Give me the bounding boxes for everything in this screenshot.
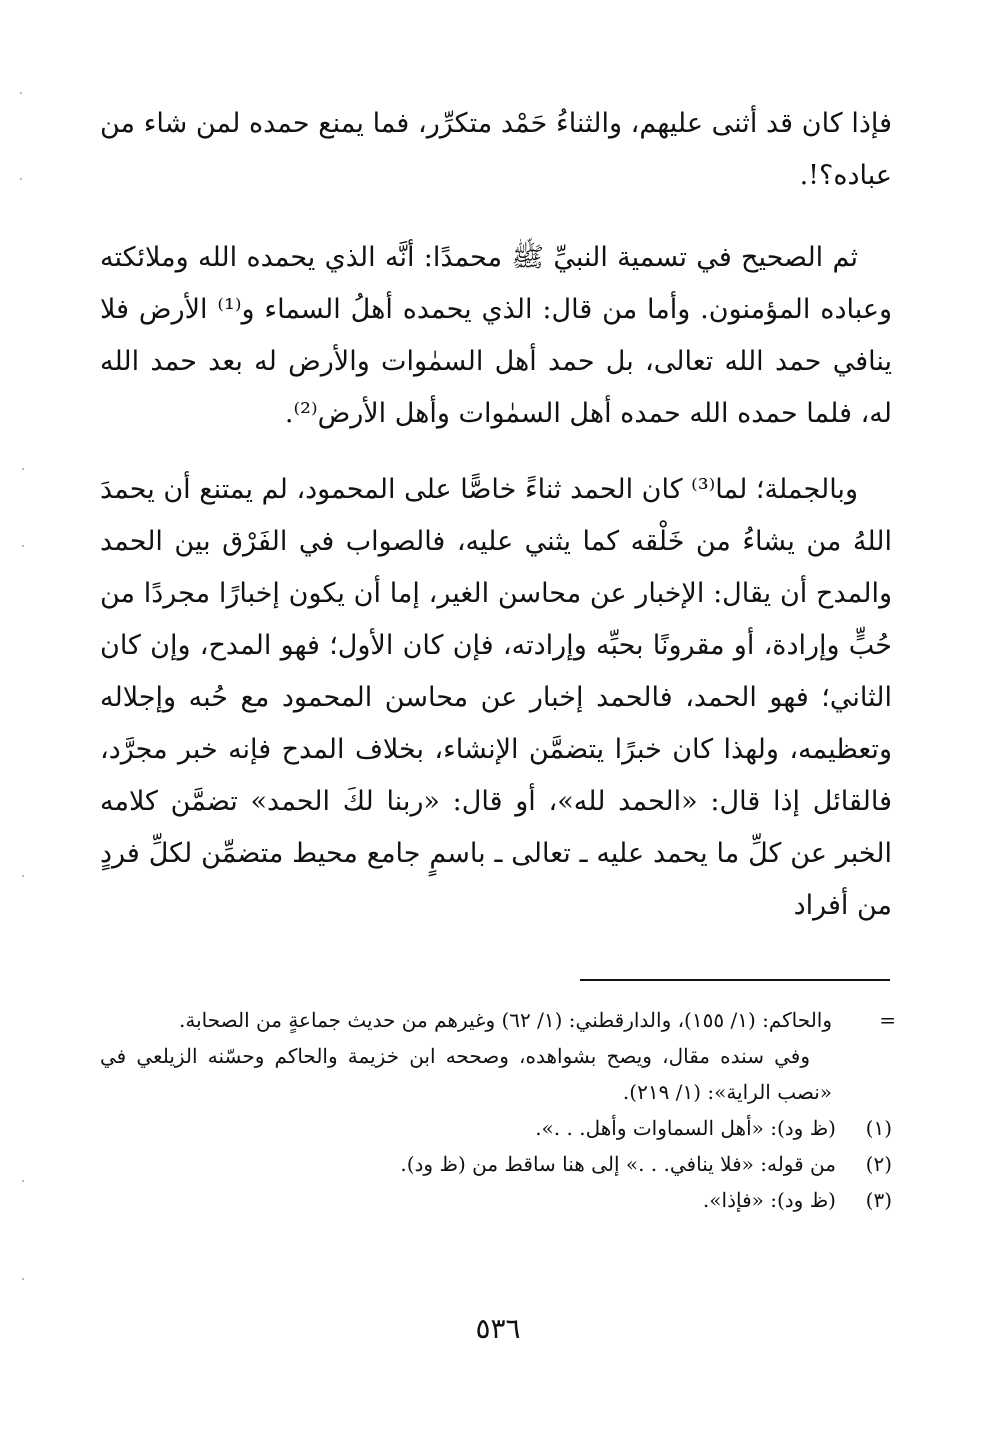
- footnote-continuation-text: والحاكم: (١/ ١٥٥)، والدارقطني: (١/ ٦٢) وغيرهم من حديث جماعةٍ من الصحابة.: [179, 1008, 832, 1032]
- scan-speck: [22, 468, 24, 470]
- scan-speck: [22, 875, 24, 877]
- footnote-item: [100, 1146, 892, 1182]
- continuation-marker: =: [879, 1008, 896, 1032]
- footnote-note-text: وفي سنده مقال، ويصح بشواهده، وصححه ابن خزيمة والحاكم وحسّنه الزيلعي في «نصب الراية»: (١/ ٢١٩).: [100, 1044, 832, 1104]
- footnote-separator: [580, 979, 890, 981]
- footnote-text: (ظ ود): «أهل السماوات وأهل. . .».: [535, 1116, 836, 1140]
- footnote-item: [100, 1182, 892, 1218]
- footnote-item: [100, 1110, 892, 1146]
- page-number: ٥٣٦: [475, 1312, 521, 1345]
- scan-speck: [22, 1278, 24, 1280]
- paragraph-3: وبالجملة؛ لما⁽³⁾ كان الحمد ثناءً خاصًّا على المحمود، لم يمتنع أن يحمدَ اللهُ من يشاءُ من خَلْقه كما يثني عليه، فالصواب في الفَرْق بين الحمد والمدح أن يقال: الإخبار عن محاسن الغير، إما أن يكون إخبارًا مجردًا من حُبٍّ وإرادة، أو مقرونًا بحبِّه وإرادته، فإن كان الأول؛ فهو المدح، وإن كان الثاني؛ فهو الحمد، فالحمد إخبار عن محاسن المحمود مع حُبه وإجلاله وتعظيمه، ولهذا كان خبرًا يتضمَّن الإنشاء، بخلاف المدح فإنه خبر مجرَّد، فالقائل إذا قال: «الحمد لله»، أو قال: «ربنا لكَ الحمد» تضمَّن كلامه الخبر عن كلِّ ما يحمد عليه ـ تعالى ـ باسمٍ جامع محيط متضمِّن لكلِّ فردٍ من أفراد: [100, 474, 892, 921]
- footnote-number: (٣): [865, 1188, 892, 1212]
- footnote-number: (٢): [865, 1152, 892, 1176]
- footnote-continuation: [100, 1002, 896, 1038]
- footnote-text: من قوله: «فلا ينافي. . .» إلى هنا ساقط من (ظ ود).: [400, 1152, 836, 1176]
- scan-speck: [20, 178, 22, 180]
- main-text-body: [100, 98, 892, 932]
- paragraph-2: ثم الصحيح في تسمية النبيِّ ﷺ محمدًا: أنَّه الذي يحمده الله وملائكته وعباده المؤمنون. وأما من قال: الذي يحمده أهلُ السماء و⁽¹⁾ الأرض فلا ينافي حمد الله تعالى، بل حمد أهل السمٰوات والأرض له بعد حمد الله له، فلما حمده الله حمده أهل السمٰوات وأهل الأرض⁽²⁾.: [100, 242, 892, 429]
- paragraph-1: فإذا كان قد أثنى عليهم، والثناءُ حَمْد متكرِّر، فما يمنع حمده لمن شاء من عباده؟!.: [100, 108, 892, 191]
- scan-speck: [20, 92, 22, 94]
- scan-speck: [22, 1180, 24, 1182]
- footnotes: [100, 1002, 896, 1218]
- footnote-text: (ظ ود): «فإذا».: [702, 1188, 836, 1212]
- footnote-number: (١): [865, 1116, 892, 1140]
- scan-speck: [22, 545, 24, 547]
- footnote-note: [100, 1038, 892, 1110]
